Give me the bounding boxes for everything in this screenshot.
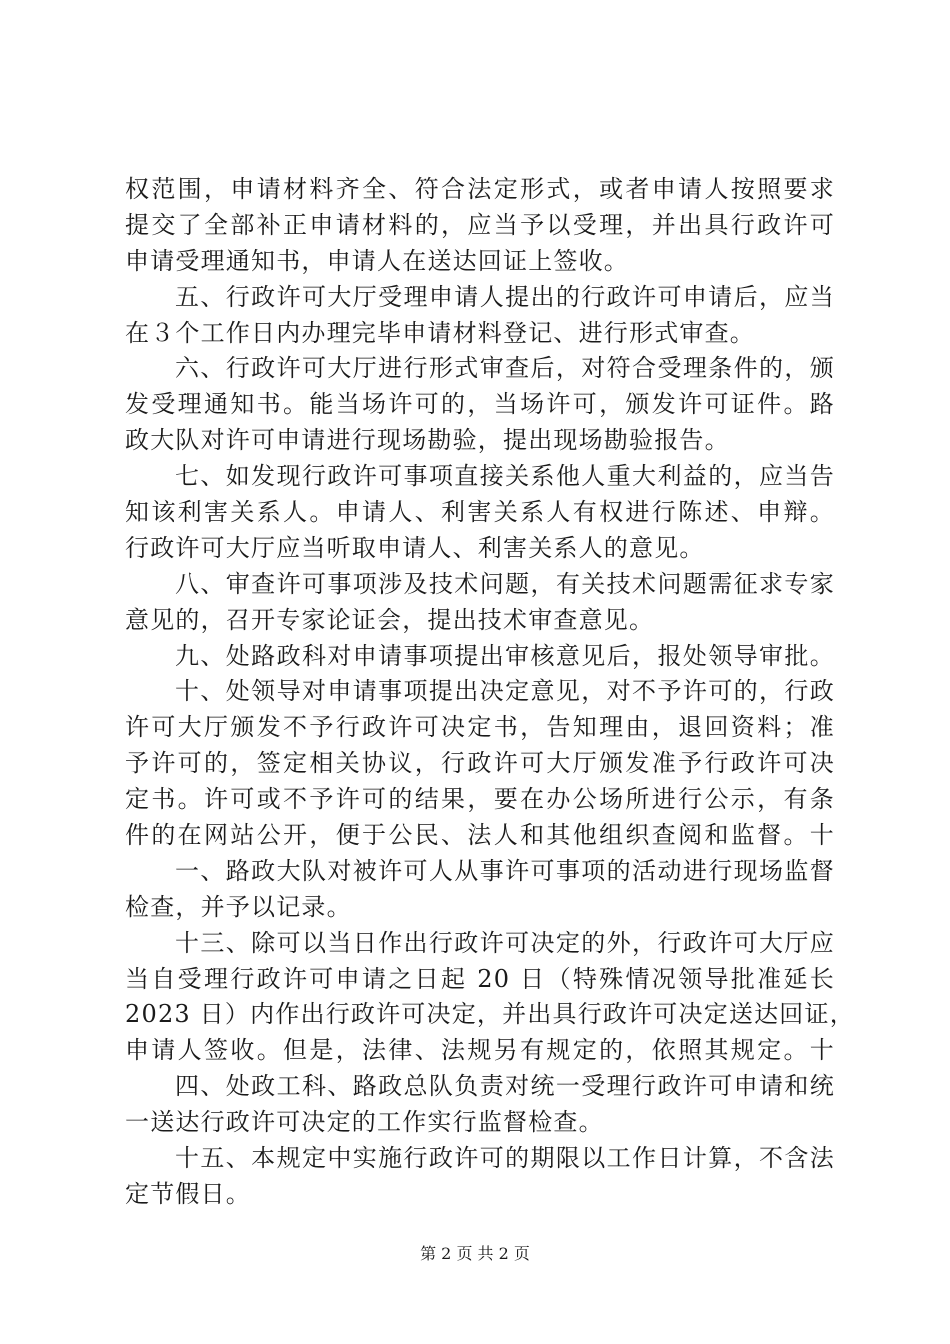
text-line: 在３个工作日内办理完毕申请材料登记、进行形式审查。 [125, 318, 755, 347]
text-line: 定节假日。 [125, 1179, 251, 1208]
text-line: 意见的，召开专家论证会，提出技术审查意见。 [125, 605, 655, 634]
text-line: 六、行政许可大厅进行形式审查后，对符合受理条件的，颁 [175, 354, 835, 383]
text-line: 八、审查许可事项涉及技术问题，有关技术问题需征求专家 [175, 569, 835, 598]
text-line: 十五、本规定中实施行政许可的期限以工作日计算，不含法 [175, 1144, 835, 1173]
text-line: 申请人签收。但是，法律、法规另有规定的，依照其规定。十 [125, 1036, 835, 1065]
text-line: 五、行政许可大厅受理申请人提出的行政许可申请后，应当 [175, 282, 835, 311]
text-line: 检查，并予以记录。 [125, 892, 352, 921]
text-line: 予许可的，签定相关协议，行政许可大厅颁发准予行政许可决 [125, 749, 835, 778]
text-line: 七、如发现行政许可事项直接关系他人重大利益的，应当告 [175, 462, 835, 491]
text-line: 一送达行政许可决定的工作实行监督检查。 [125, 1108, 604, 1137]
text-line: 许可大厅颁发不予行政许可决定书，告知理由，退回资料；准 [125, 713, 835, 742]
text-line: 一、路政大队对被许可人从事许可事项的活动进行现场监督 [175, 856, 835, 885]
text-line: 知该利害关系人。申请人、利害关系人有权进行陈述、申辩。 [125, 498, 835, 527]
text-line: 件的在网站公开，便于公民、法人和其他组织查阅和监督。十 [125, 821, 835, 850]
text-line: 定书。许可或不予许可的结果，要在办公场所进行公示，有条 [125, 785, 835, 814]
text-line: 发受理通知书。能当场许可的，当场许可，颁发许可证件。路 [125, 390, 835, 419]
text-line: 2023 日）内作出行政许可决定，并出具行政许可决定送达回证， [125, 1000, 855, 1029]
page-footer [0, 1242, 950, 1266]
text-line: 提交了全部补正申请材料的，应当予以受理，并出具行政许可 [125, 210, 835, 239]
document-body [125, 172, 855, 1213]
text-line: 十、处领导对申请事项提出决定意见，对不予许可的，行政 [175, 677, 835, 706]
text-line: 政大队对许可申请进行现场勘验，提出现场勘验报告。 [125, 426, 730, 455]
text-line: 四、处政工科、路政总队负责对统一受理行政许可申请和统 [175, 1072, 835, 1101]
text-line: 当自受理行政许可申请之日起 20 日（特殊情况领导批准延长 [125, 964, 835, 993]
text-line: 权范围，申请材料齐全、符合法定形式，或者申请人按照要求 [125, 175, 835, 203]
text-line: 行政许可大厅应当听取申请人、利害关系人的意见。 [125, 533, 705, 562]
text-line: 申请受理通知书，申请人在送达回证上签收。 [125, 246, 629, 275]
page-number-label: 第 2 页 共 2 页 [420, 1244, 530, 1263]
text-line: 九、处路政科对申请事项提出审核意见后，报处领导审批。 [175, 641, 835, 670]
text-line: 十三、除可以当日作出行政许可决定的外，行政许可大厅应 [175, 928, 835, 957]
